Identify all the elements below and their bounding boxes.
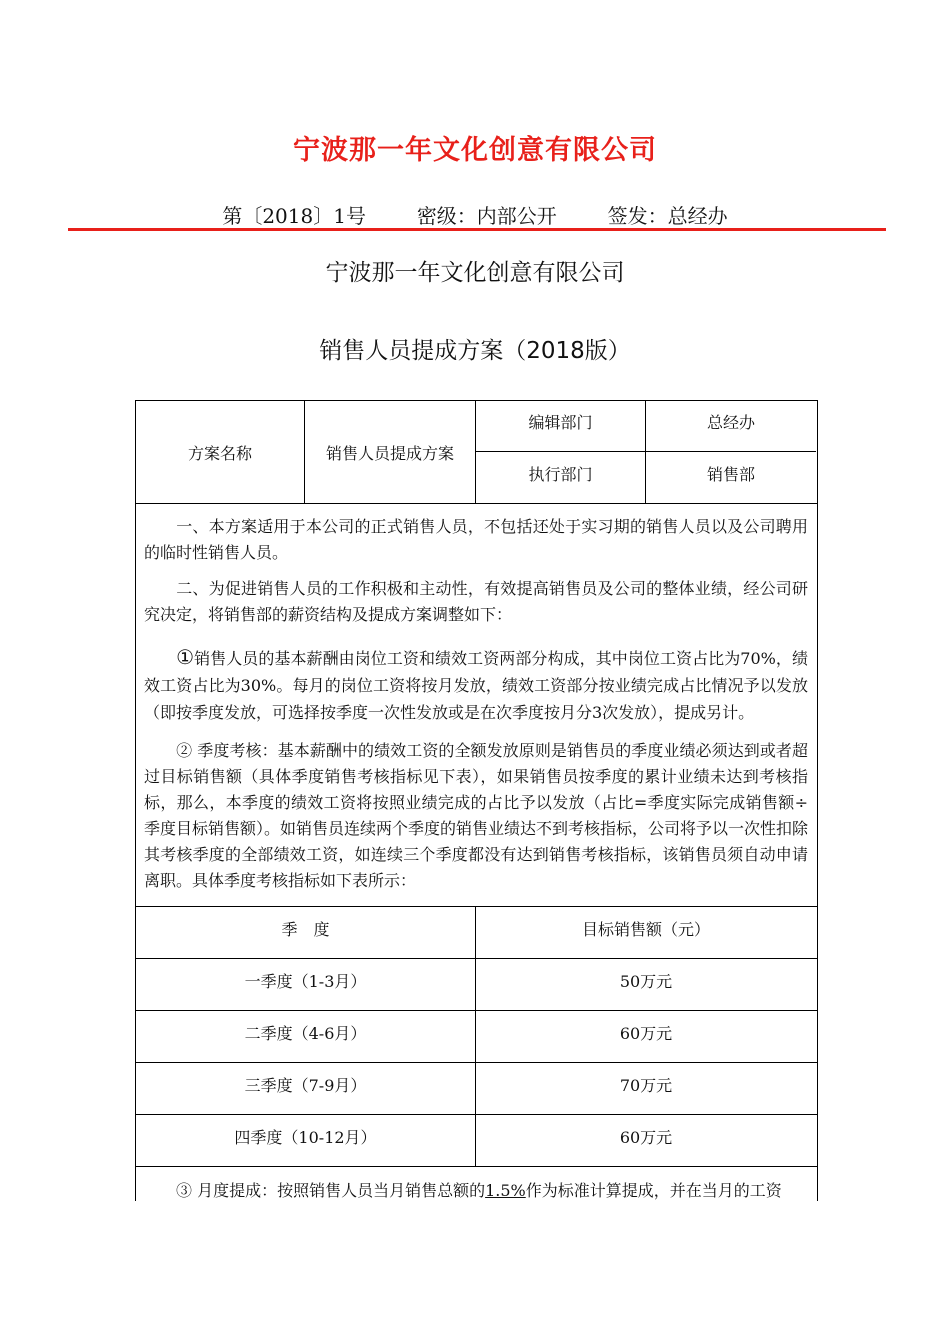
commission-rate: 1.5% xyxy=(485,1181,526,1200)
quarter-cell: 三季度（7-9月） xyxy=(244,1075,367,1095)
paragraph-text: 作为标准计算提成，并在当月的工资 xyxy=(525,1181,782,1200)
company-name: 宁波那一年文化创意有限公司 xyxy=(325,260,625,286)
doc-number: 第〔2018〕1号 xyxy=(222,204,366,228)
paragraph-purpose xyxy=(144,576,808,628)
target-cell: 70万元 xyxy=(619,1075,673,1095)
quarter-cell: 一季度（1-3月） xyxy=(244,971,367,991)
paragraph-text: ③ 月度提成：按照销售人员当月销售总额的 xyxy=(176,1181,486,1200)
value-exec-dept: 销售部 xyxy=(706,464,755,484)
document-title: 销售人员提成方案（2018版） xyxy=(319,338,631,364)
table-divider xyxy=(135,503,817,504)
label-plan-name: 方案名称 xyxy=(187,443,252,463)
value-plan-name: 销售人员提成方案 xyxy=(325,443,454,463)
target-cell: 60万元 xyxy=(619,1023,673,1043)
paragraph-text: ② 季度考核：基本薪酬中的绩效工资的全额发放原则是销售员的季度业绩必须达到或者超过目标销售额（具体季度销售考核指标见下表），如果销售员按季度的累计业绩未达到考核指标，那么，本季度的绩效工资将按照业绩完成的占比予以发放（占比=季度实际完成销售额÷季度目标销售额）。如销售员连续两个季度的销售业绩达不到考核指标，公司将予以一次性扣除其考核季度的全部绩效工资，如连续三个季度都没有达到销售考核指标，该销售员须自动申请离职。具体季度考核指标如下表所示： xyxy=(144,741,809,890)
paragraph-monthly-commission xyxy=(144,1178,808,1202)
header-target-sales: 目标销售额（元） xyxy=(581,919,710,939)
red-divider xyxy=(68,228,886,231)
paragraph-salary-structure xyxy=(144,644,808,726)
document-meta-line xyxy=(0,200,950,229)
table-divider xyxy=(135,1166,817,1167)
target-cell: 50万元 xyxy=(619,971,673,991)
quarter-cell: 二季度（4-6月） xyxy=(244,1023,367,1043)
value-edit-dept: 总经办 xyxy=(706,412,755,432)
label-edit-dept: 编辑部门 xyxy=(528,412,593,432)
paragraph-text: 销售人员的基本薪酬由岗位工资和绩效工资两部分构成，其中岗位工资占比为70%，绩效工资占比为30%。每月的岗位工资将按月发放，绩效工资部分按业绩完成占比情况予以发放（即按季度发放，可选择按季度一次性发放或是在次季度按月分3次发放），提成另计。 xyxy=(144,649,808,722)
issuer: 签发：总经办 xyxy=(607,204,728,228)
secrecy-level: 密级：内部公开 xyxy=(416,204,557,228)
label-exec-dept: 执行部门 xyxy=(528,464,593,484)
quarter-cell: 四季度（10-12月） xyxy=(234,1127,377,1147)
header-quarter: 季 度 xyxy=(281,919,330,939)
paragraph-scope xyxy=(144,514,808,566)
paragraph-text: 二、为促进销售人员的工作积极和主动性，有效提高销售员及公司的整体业绩，经公司研究决定，将销售部的薪资结构及提成方案调整如下： xyxy=(144,579,808,624)
paragraph-text: 一、本方案适用于本公司的正式销售人员，不包括还处于实习期的销售人员以及公司聘用的临时性销售人员。 xyxy=(144,517,808,562)
circled-one-marker: ① xyxy=(176,645,195,669)
target-cell: 60万元 xyxy=(619,1127,673,1147)
paragraph-quarterly-assessment xyxy=(144,738,808,894)
org-red-title: 宁波那一年文化创意有限公司 xyxy=(293,135,657,166)
